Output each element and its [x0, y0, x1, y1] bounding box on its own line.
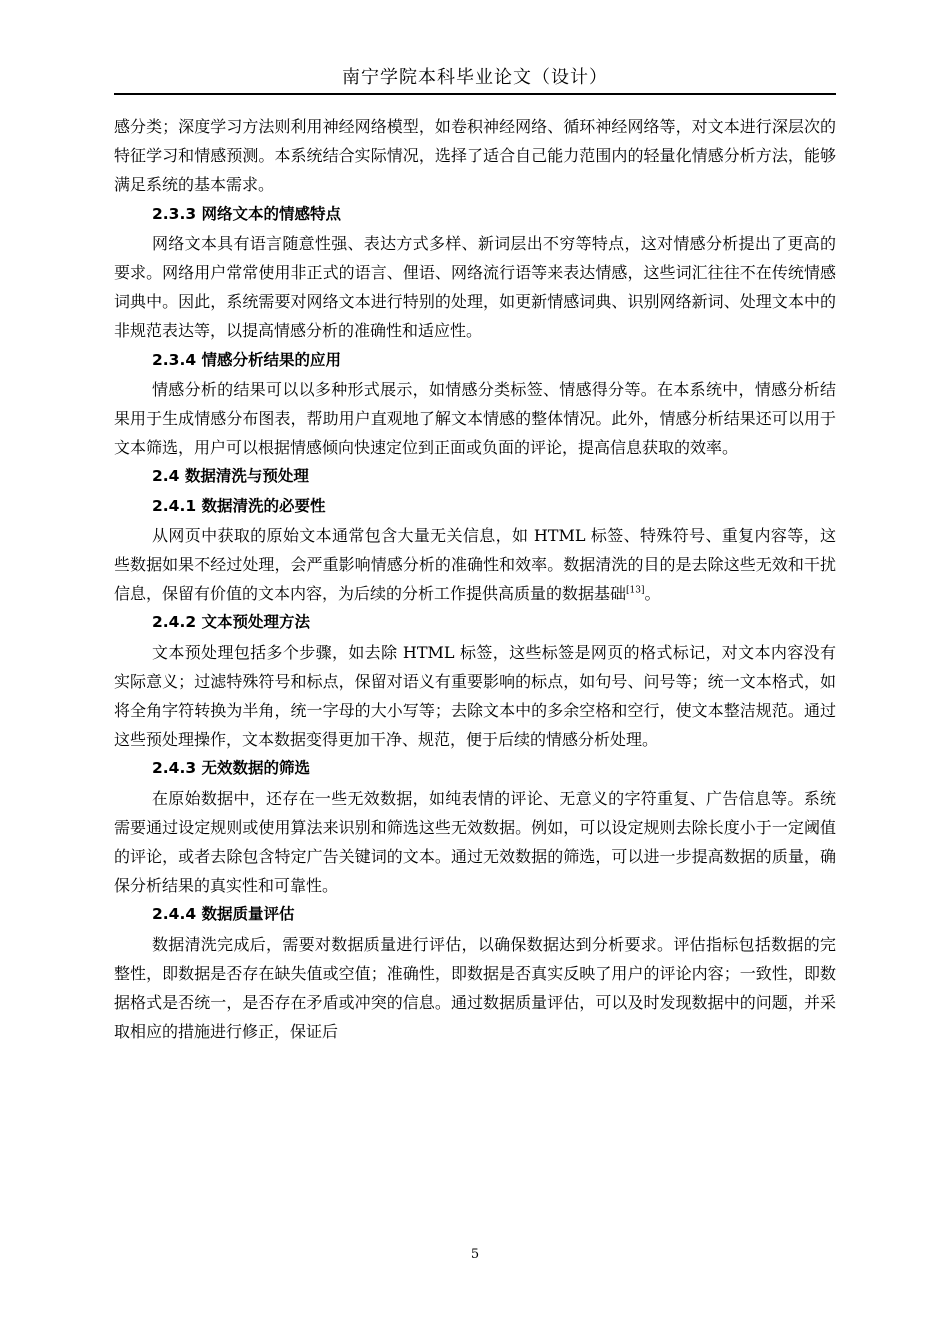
page-number: 5	[470, 1247, 480, 1262]
heading-2-3-3: 2.3.3 网络文本的情感特点	[152, 204, 342, 223]
heading-2-4: 2.4 数据清洗与预处理	[152, 467, 309, 486]
page-header-title: 南宁学院本科毕业论文（设计）	[342, 67, 608, 88]
paragraph-2-3-4: 情感分析的结果可以以多种形式展示，如情感分类标签、情感得分等。在本系统中，情感分析结果用于生成情感分布图表，帮助用户直观地了解文本情感的整体情况。此外，情感分析结果还可以用于文本筛选，用户可以根据情感倾向快速定位到正面或负面的评论，提高信息获取的效率。	[114, 379, 836, 458]
heading-2-4-1: 2.4.1 数据清洗的必要性	[152, 496, 326, 515]
paragraph-2-4-1	[114, 521, 836, 609]
paragraph-2-3-3: 网络文本具有语言随意性强、表达方式多样、新词层出不穷等特点，这对情感分析提出了更高的要求。网络用户常常使用非正式的语言、俚语、网络流行语等来表达情感，这些词汇往往不在传统情感词典中。因此，系统需要对网络文本进行特别的处理，如更新情感词典、识别网络新词、处理文本中的非规范表达等，以提高情感分析的准确性和适应性。	[114, 233, 836, 341]
heading-2-3-4: 2.3.4 情感分析结果的应用	[152, 350, 342, 369]
paragraph-2-4-2: 文本预处理包括多个步骤，如去除 HTML 标签，这些标签是网页的格式标记，对文本内容没有实际意义；过滤特殊符号和标点，保留对语义有重要影响的标点，如句号、问号等；统一文本格式，如将全角字符转换为半角，统一字母的大小写等；去除文本中的多余空格和空行，使文本整洁规范。通过这些预处理操作，文本数据变得更加干净、规范，便于后续的情感分析处理。	[114, 642, 836, 750]
heading-2-4-3: 2.4.3 无效数据的筛选	[152, 759, 311, 778]
heading-2-4-4: 2.4.4 数据质量评估	[152, 905, 295, 924]
paragraph-2-4-1-end: 。	[644, 584, 661, 604]
paragraph-2-4-1-text: 从网页中获取的原始文本通常包含大量无关信息，如 HTML 标签、特殊符号、重复内容等，这些数据如果不经过处理，会严重影响情感分析的准确性和效率。数据清洗的目的是去除这些无效和干扰信息，保留有价值的文本内容，为后续的分析工作提供高质量的数据基础	[114, 525, 836, 604]
paragraph-2-4-4: 数据清洗完成后，需要对数据质量进行评估，以确保数据达到分析要求。评估指标包括数据的完整性，即数据是否存在缺失值或空值；准确性，即数据是否真实反映了用户的评论内容；一致性，即数据格式是否统一，是否存在矛盾或冲突的信息。通过数据质量评估，可以及时发现数据中的问题，并采取相应的措施进行修正，保证后	[114, 934, 836, 1042]
header-rule	[114, 93, 836, 95]
paragraph-2-4-3: 在原始数据中，还存在一些无效数据，如纯表情的评论、无意义的字符重复、广告信息等。系统需要通过设定规则或使用算法来识别和筛选这些无效数据。例如，可以设定规则去除长度小于一定阈值的评论，或者去除包含特定广告关键词的文本。通过无效数据的筛选，可以进一步提高数据的质量，确保分析结果的真实性和可靠性。	[114, 788, 836, 896]
citation-13: [13]	[626, 585, 645, 596]
heading-2-4-2: 2.4.2 文本预处理方法	[152, 613, 311, 632]
document-body	[114, 112, 836, 1047]
paragraph-continued: 感分类；深度学习方法则利用神经网络模型，如卷积神经网络、循环神经网络等，对文本进行深层次的特征学习和情感预测。本系统结合实际情况，选择了适合自己能力范围内的轻量化情感分析方法，能够满足系统的基本需求。	[114, 117, 836, 195]
